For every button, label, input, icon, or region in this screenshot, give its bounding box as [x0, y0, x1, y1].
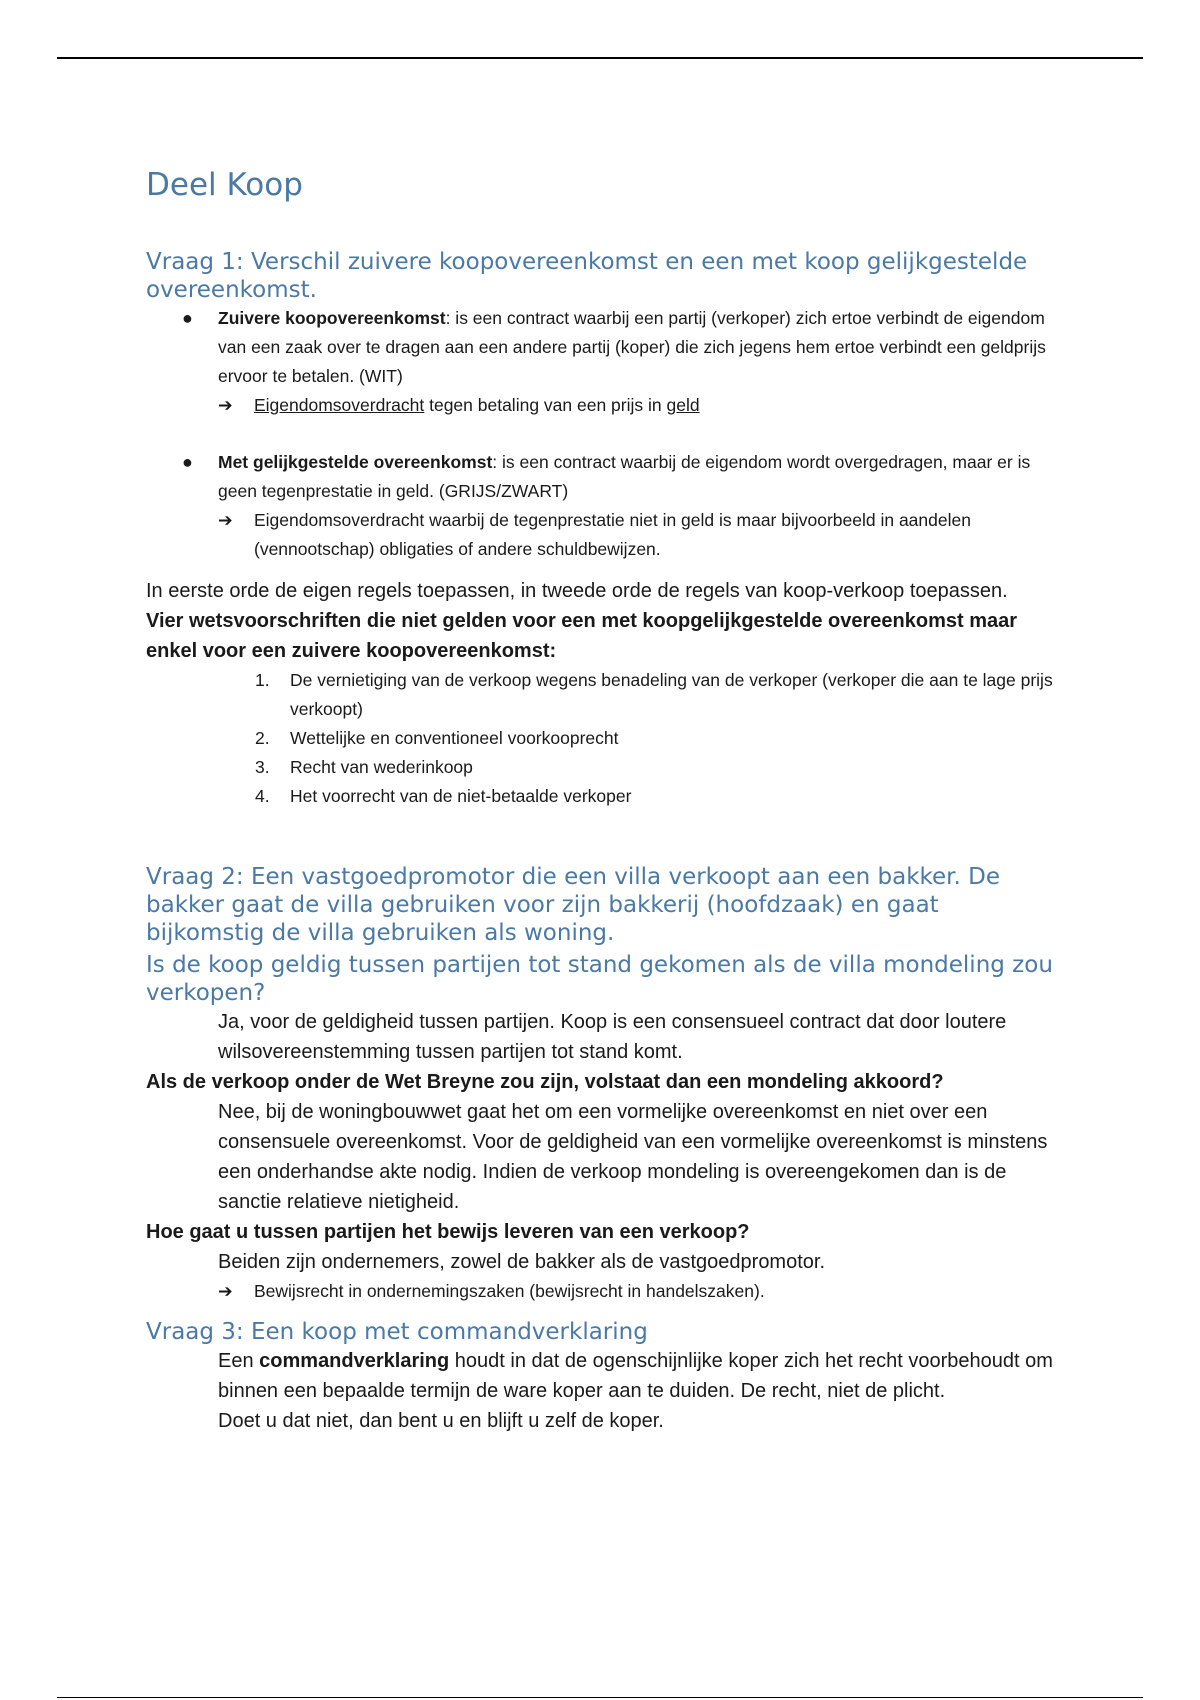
- heading-vraag-1: Vraag 1: Verschil zuivere koopovereenkomst en een met koop gelijkgestelde overeenkomst.: [146, 249, 1028, 303]
- list-text: Het voorrecht van de niet-betaalde verkoper: [290, 786, 632, 806]
- paragraph: In eerste orde de eigen regels toepassen, in tweede orde de regels van koop-verkoop toepassen.: [146, 580, 1008, 602]
- answer-paragraph: Nee, bij de woningbouwwet gaat het om een vormelijke overeenkomst en niet over een consensuele overeenkomst. Voor de geldigheid van een vormelijke overeenkomst is minstens een onderhandse akte nodig. Indien de verkoop mondeling is overeengekomen dan is de sanctie relatieve nietigheid.: [218, 1101, 1048, 1213]
- bullet-text: : is een contract waarbij de eigendom wordt overgedragen, maar er is geen tegenprestatie in geld. (GRIJS/ZWART): [218, 452, 1031, 501]
- list-text: Recht van wederinkoop: [290, 757, 473, 777]
- arrow-text: Eigendomsoverdracht waarbij de tegenprestatie niet in geld is maar bijvoorbeeld in aandelen (vennootschap) obligaties of andere schuldbewijzen.: [254, 510, 971, 559]
- bullet-icon: ●: [182, 308, 193, 328]
- text-span: houdt in dat de ogenschijnlijke koper zich het recht voorbehoudt om binnen een bepaalde termijn de ware koper aan te duiden. De recht, niet de plicht.: [218, 1350, 1053, 1402]
- list-text: De vernietiging van de verkoop wegens benadeling van de verkoper (verkoper die aan te lage prijs verkoopt): [290, 670, 1053, 719]
- arrow-note: [218, 1277, 1056, 1306]
- list-item: [146, 448, 1056, 564]
- question-paragraph: Hoe gaat u tussen partijen het bewijs leveren van een verkoop?: [146, 1221, 750, 1243]
- arrow-note-wrapper: [146, 1277, 1056, 1306]
- underlined-term: Eigendomsoverdracht: [254, 395, 425, 415]
- arrow-right-icon: ➔: [218, 1281, 233, 1301]
- list-number: 3.: [255, 757, 270, 777]
- list-item: [146, 782, 1056, 811]
- footer-rule: [57, 1697, 1143, 1698]
- term-gelijkgestelde: Met gelijkgestelde overeenkomst: [218, 452, 493, 472]
- bullet-text: : is een contract waarbij een partij (verkoper) zich ertoe verbindt de eigendom van een zaak over te dragen aan een andere partij (koper) die zich jegens hem ertoe verbindt een geldprijs ervoor te betalen. (WIT): [218, 308, 1046, 386]
- arrow-text: Bewijsrecht in ondernemingszaken (bewijsrecht in handelszaken).: [254, 1281, 765, 1301]
- answer-paragraph: Ja, voor de geldigheid tussen partijen. Koop is een consensueel contract dat door loutere wilsovereenstemming tussen partijen tot stand komt.: [218, 1011, 1007, 1063]
- answer-paragraph: Beiden zijn ondernemers, zowel de bakker als de vastgoedpromotor.: [218, 1251, 826, 1273]
- list-item: [146, 724, 1056, 753]
- list-number: 4.: [255, 786, 270, 806]
- document-page: [146, 165, 1056, 1436]
- arrow-right-icon: ➔: [218, 510, 233, 530]
- subheading-vraag-2: Is de koop geldig tussen partijen tot stand gekomen als de villa mondeling zou verkopen?: [146, 952, 1053, 1006]
- numbered-list: [146, 666, 1056, 811]
- bullet-list-q1: [146, 304, 1056, 564]
- term-commandverklaring: commandverklaring: [259, 1350, 450, 1372]
- underlined-term: geld: [666, 395, 700, 415]
- term-zuivere-koop: Zuivere koopovereenkomst: [218, 308, 446, 328]
- list-item: [146, 304, 1056, 420]
- arrow-note: [218, 506, 1056, 564]
- heading-vraag-3: Vraag 3: Een koop met commandverklaring: [146, 1319, 648, 1345]
- answer-paragraph: Doet u dat niet, dan bent u en blijft u zelf de koper.: [218, 1410, 664, 1432]
- bullet-icon: ●: [182, 452, 193, 472]
- text-span: Een: [218, 1350, 260, 1372]
- question-paragraph: Als de verkoop onder de Wet Breyne zou zijn, volstaat dan een mondeling akkoord?: [146, 1071, 944, 1093]
- list-number: 2.: [255, 728, 270, 748]
- arrow-right-icon: ➔: [218, 395, 233, 415]
- header-rule: [57, 57, 1143, 59]
- list-text: Wettelijke en conventioneel voorkooprecht: [290, 728, 619, 748]
- arrow-note: [218, 391, 1056, 420]
- heading-vraag-2: Vraag 2: Een vastgoedpromotor die een villa verkoopt aan een bakker. De bakker gaat de villa gebruiken voor zijn bakkerij (hoofdzaak) en gaat bijkomstig de villa gebruiken als woning.: [146, 864, 1001, 946]
- arrow-text: tegen betaling van een prijs in: [424, 395, 667, 415]
- list-item: [146, 753, 1056, 782]
- page-title: Deel Koop: [146, 167, 303, 203]
- answer-paragraph: [146, 1346, 1056, 1406]
- list-item: [146, 666, 1056, 724]
- list-number: 1.: [255, 670, 270, 690]
- bold-paragraph: Vier wetsvoorschriften die niet gelden voor een met koopgelijkgestelde overeenkomst maar enkel voor een zuivere koopovereenkomst:: [146, 610, 1018, 662]
